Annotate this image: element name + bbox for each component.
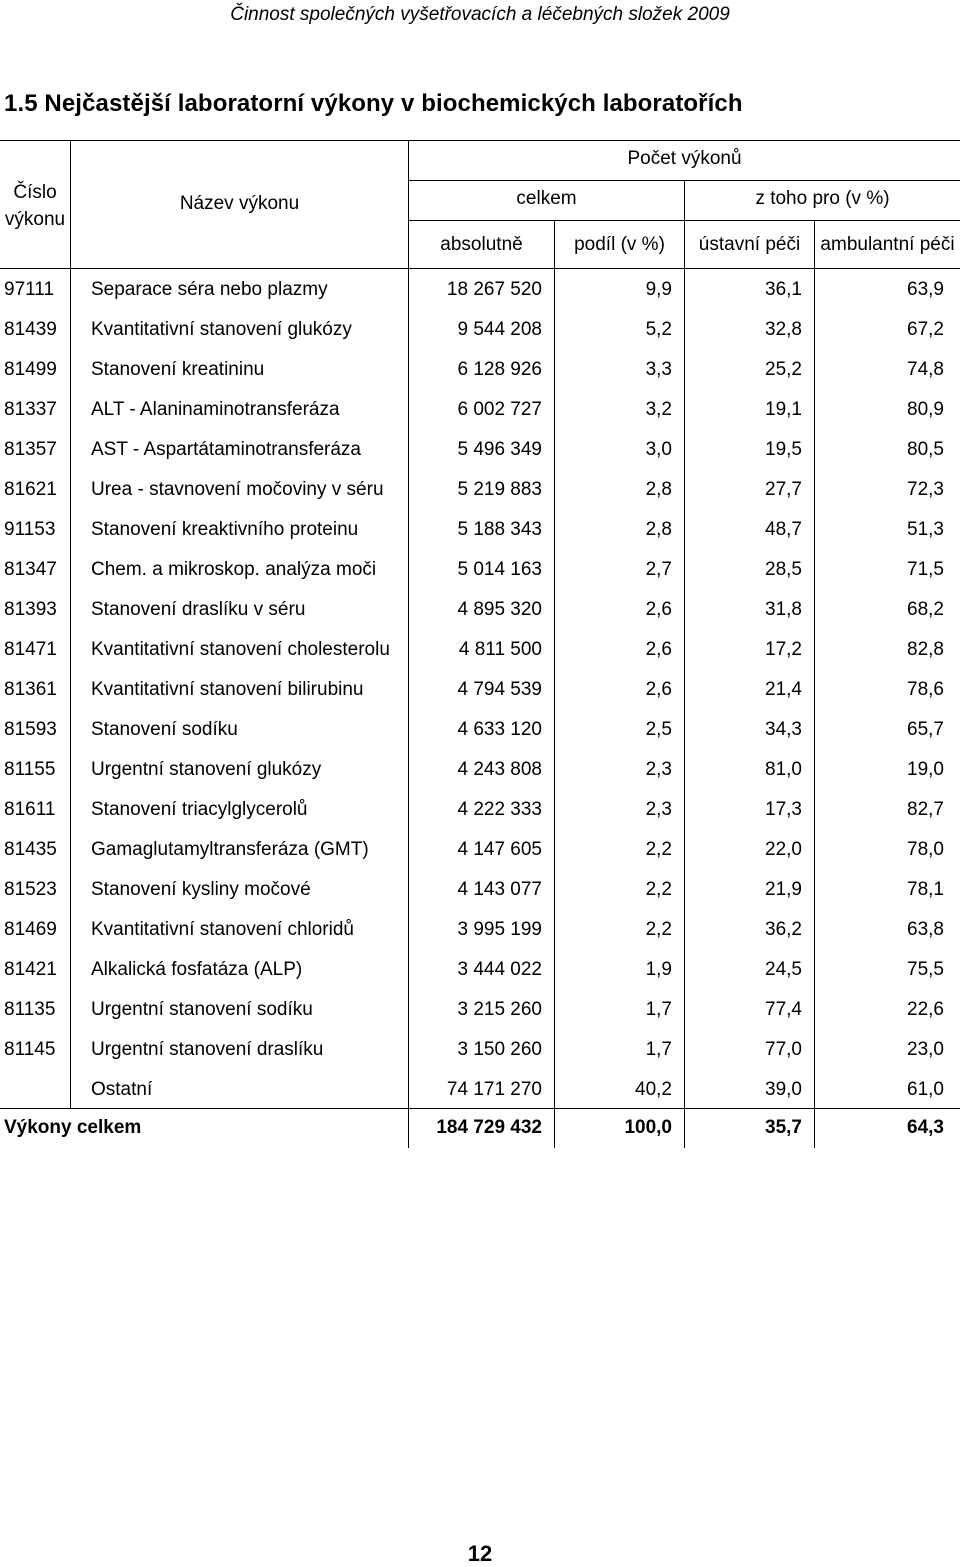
row-outpatient: 72,3 [907, 479, 944, 500]
row-absolute: 9 544 208 [457, 319, 542, 340]
header-name: Název výkonu [179, 193, 300, 214]
row-absolute: 4 633 120 [457, 719, 542, 740]
row-code: 81499 [4, 359, 57, 380]
row-code: 81357 [4, 439, 57, 460]
row-code: 81523 [4, 879, 57, 900]
row-inpatient: 31,8 [765, 599, 802, 620]
row-absolute: 4 811 500 [458, 639, 542, 660]
row-absolute: 4 143 077 [457, 879, 542, 900]
row-name: Urgentní stanovení draslíku [91, 1039, 324, 1060]
header-inpatient: ústavní péči [698, 234, 801, 255]
row-inpatient: 17,2 [765, 639, 802, 660]
row-absolute: 5 496 349 [457, 439, 542, 460]
section-title: 1.5 Nejčastější laboratorní výkony v biochemických laboratořích [4, 90, 743, 117]
row-code: 91153 [4, 519, 56, 540]
row-share: 9,9 [645, 279, 672, 300]
row-outpatient: 61,0 [907, 1079, 944, 1100]
row-absolute: 5 014 163 [457, 559, 542, 580]
row-code: 81469 [4, 919, 57, 940]
row-outpatient: 75,5 [907, 959, 944, 980]
row-code: 81347 [4, 559, 57, 580]
total-inpatient: 35,7 [765, 1117, 802, 1138]
row-inpatient: 19,1 [765, 399, 802, 420]
row-share: 2,2 [645, 919, 672, 940]
row-share: 3,2 [645, 399, 672, 420]
row-code: 97111 [4, 279, 55, 300]
row-name: Stanovení kysliny močové [91, 879, 311, 900]
row-inpatient: 34,3 [765, 719, 802, 740]
row-inpatient: 27,7 [765, 479, 802, 500]
row-name: Stanovení kreatininu [91, 359, 265, 380]
row-name: Gamaglutamyltransferáza (GMT) [91, 839, 369, 860]
row-name: Urea - stavnovení močoviny v séru [91, 479, 384, 500]
row-absolute: 3 444 022 [457, 959, 542, 980]
row-absolute: 6 128 926 [457, 359, 542, 380]
row-outpatient: 82,7 [907, 799, 944, 820]
row-absolute: 3 150 260 [457, 1039, 542, 1060]
row-code: 81155 [4, 759, 56, 780]
row-absolute: 4 794 539 [457, 679, 542, 700]
row-inpatient: 25,2 [765, 359, 802, 380]
row-name: Chem. a mikroskop. analýza moči [91, 559, 377, 580]
row-name: Urgentní stanovení glukózy [91, 759, 322, 780]
row-absolute: 74 171 270 [446, 1079, 542, 1100]
row-outpatient: 65,7 [907, 719, 944, 740]
row-name: AST - Aspartátaminotransferáza [91, 439, 361, 460]
row-absolute: 3 995 199 [457, 919, 542, 940]
row-share: 2,8 [645, 479, 672, 500]
row-outpatient: 67,2 [907, 319, 944, 340]
row-name: Urgentní stanovení sodíku [91, 999, 313, 1020]
row-share: 5,2 [645, 319, 672, 340]
row-absolute: 5 188 343 [457, 519, 542, 540]
row-absolute: 5 219 883 [457, 479, 542, 500]
row-share: 3,3 [645, 359, 672, 380]
row-share: 2,8 [645, 519, 672, 540]
row-name: Kvantitativní stanovení chloridů [91, 919, 354, 940]
row-code: 81145 [4, 1039, 56, 1060]
row-inpatient: 21,9 [765, 879, 802, 900]
header-share-group: z toho pro (v %) [755, 188, 890, 209]
row-inpatient: 24,5 [765, 959, 802, 980]
header-code: Číslo výkonu [4, 182, 66, 230]
row-inpatient: 21,4 [765, 679, 802, 700]
row-share: 1,7 [645, 999, 672, 1020]
row-outpatient: 78,1 [907, 879, 944, 900]
page-number: 12 [467, 1541, 493, 1566]
row-absolute: 4 243 808 [457, 759, 542, 780]
row-inpatient: 36,1 [765, 279, 802, 300]
row-outpatient: 78,0 [907, 839, 944, 860]
row-absolute: 18 267 520 [446, 279, 542, 300]
row-share: 1,7 [645, 1039, 672, 1060]
row-name: Alkalická fosfatáza (ALP) [91, 959, 303, 980]
row-name: Separace séra nebo plazmy [91, 279, 328, 300]
row-share: 2,6 [645, 679, 672, 700]
row-share: 2,5 [645, 719, 672, 740]
row-name: ALT - Alaninaminotransferáza [91, 399, 340, 420]
row-name: Stanovení kreaktivního proteinu [91, 519, 359, 540]
row-code: 81135 [4, 999, 56, 1020]
row-inpatient: 17,3 [765, 799, 802, 820]
row-code: 81471 [4, 639, 57, 660]
row-name: Stanovení sodíku [91, 719, 238, 740]
header-total-group: celkem [516, 188, 577, 209]
row-share: 2,3 [645, 799, 672, 820]
header-count-group: Počet výkonů [627, 148, 742, 169]
row-outpatient: 19,0 [907, 759, 944, 780]
row-code: 81439 [4, 319, 57, 340]
row-code: 81393 [4, 599, 57, 620]
row-inpatient: 81,0 [765, 759, 802, 780]
row-absolute: 3 215 260 [457, 999, 542, 1020]
row-name: Kvantitativní stanovení bilirubinu [91, 679, 364, 700]
row-share: 2,3 [645, 759, 672, 780]
row-inpatient: 28,5 [765, 559, 802, 580]
row-outpatient: 51,3 [907, 519, 944, 540]
row-share: 2,6 [645, 639, 672, 660]
row-outpatient: 80,9 [907, 399, 944, 420]
row-code: 81337 [4, 399, 57, 420]
row-inpatient: 77,4 [765, 999, 802, 1020]
row-name: Ostatní [91, 1079, 153, 1100]
row-outpatient: 71,5 [907, 559, 944, 580]
row-name: Stanovení triacylglycerolů [91, 799, 308, 820]
row-inpatient: 48,7 [765, 519, 802, 540]
row-share: 2,6 [645, 599, 672, 620]
row-inpatient: 77,0 [765, 1039, 802, 1060]
row-absolute: 4 147 605 [457, 839, 542, 860]
row-code: 81421 [4, 959, 57, 980]
row-absolute: 4 222 333 [457, 799, 542, 820]
row-inpatient: 32,8 [765, 319, 802, 340]
row-outpatient: 78,6 [907, 679, 944, 700]
row-outpatient: 74,8 [907, 359, 944, 380]
row-share: 40,2 [635, 1079, 672, 1100]
row-inpatient: 19,5 [765, 439, 802, 460]
header-absolute: absolutně [440, 234, 523, 255]
row-share: 1,9 [645, 959, 672, 980]
row-outpatient: 68,2 [907, 599, 944, 620]
row-outpatient: 63,8 [907, 919, 944, 940]
row-outpatient: 23,0 [907, 1039, 944, 1060]
row-absolute: 6 002 727 [457, 399, 542, 420]
row-share: 2,2 [645, 839, 672, 860]
total-share: 100,0 [624, 1117, 672, 1138]
row-outpatient: 63,9 [907, 279, 944, 300]
row-code: 81621 [4, 479, 57, 500]
total-absolute: 184 729 432 [436, 1117, 542, 1138]
row-inpatient: 39,0 [765, 1079, 802, 1100]
total-outpatient: 64,3 [907, 1117, 944, 1138]
row-inpatient: 36,2 [765, 919, 802, 940]
row-code: 81435 [4, 839, 57, 860]
row-name: Kvantitativní stanovení glukózy [91, 319, 352, 340]
row-outpatient: 82,8 [907, 639, 944, 660]
row-code: 81593 [4, 719, 57, 740]
header-outpatient: ambulantní péči [820, 234, 955, 255]
total-label: Výkony celkem [4, 1117, 142, 1138]
row-outpatient: 80,5 [907, 439, 944, 460]
row-inpatient: 22,0 [765, 839, 802, 860]
row-code: 81361 [4, 679, 57, 700]
row-code: 81611 [4, 799, 56, 820]
row-absolute: 4 895 320 [457, 599, 542, 620]
row-outpatient: 22,6 [907, 999, 944, 1020]
row-name: Kvantitativní stanovení cholesterolu [91, 639, 390, 660]
row-name: Stanovení draslíku v séru [91, 599, 306, 620]
row-share: 3,0 [645, 439, 672, 460]
running-header: Činnost společných vyšetřovacích a léčebných složek 2009 [230, 4, 730, 25]
header-share: podíl (v %) [574, 234, 665, 255]
row-share: 2,7 [645, 559, 672, 580]
row-share: 2,2 [645, 879, 672, 900]
